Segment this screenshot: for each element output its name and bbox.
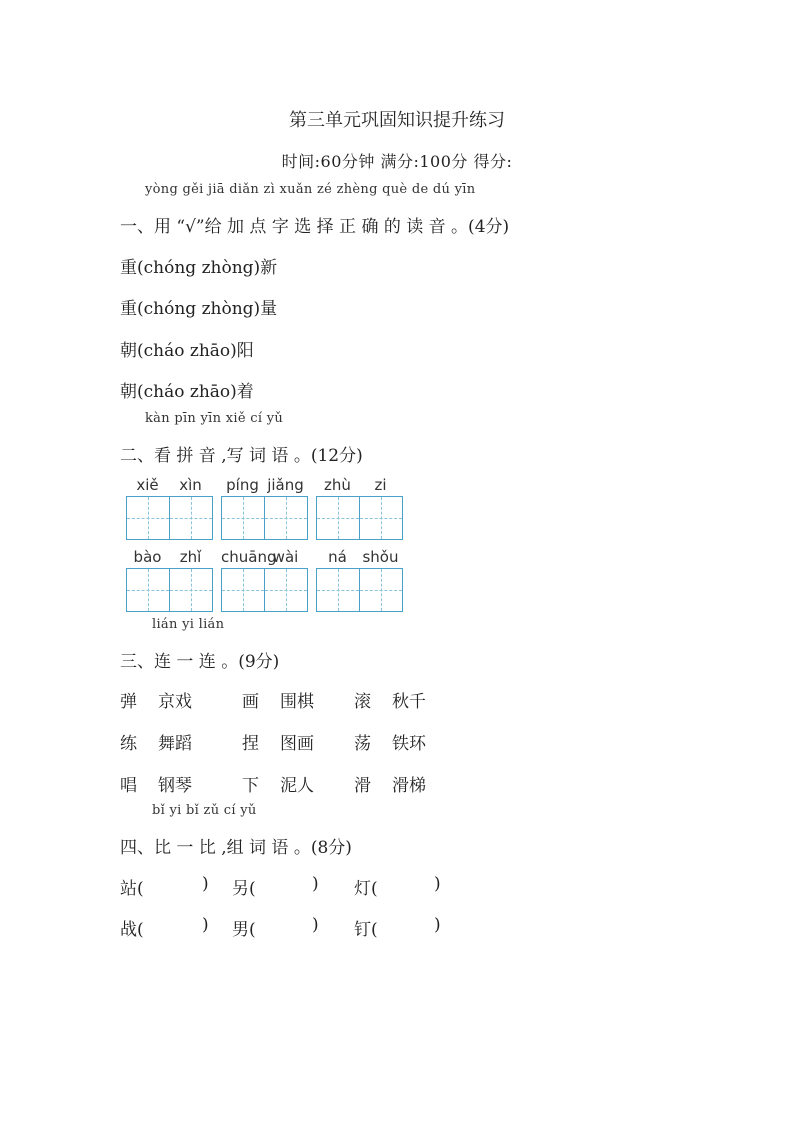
match-item[interactable]: 滑梯 xyxy=(392,776,426,796)
section1-item: 朝(cháo zhāo)着 xyxy=(120,382,254,402)
word-grid xyxy=(126,476,213,540)
match-item[interactable]: 钢琴 xyxy=(158,776,192,796)
writing-box[interactable] xyxy=(317,569,360,611)
grid-pinyin: xìn xyxy=(179,476,202,494)
grid-pinyin: shǒu xyxy=(362,548,399,566)
match-item[interactable]: 泥人 xyxy=(280,776,314,796)
writing-box[interactable] xyxy=(222,569,265,611)
match-item[interactable]: 弹 xyxy=(120,692,137,712)
match-item[interactable]: 捏 xyxy=(242,734,259,754)
match-item[interactable]: 滚 xyxy=(354,692,371,712)
match-row xyxy=(120,771,426,796)
match-item[interactable]: 练 xyxy=(120,734,137,754)
section1-item: 重(chóng zhòng)新 xyxy=(120,258,278,278)
grid-pinyin: zi xyxy=(374,476,387,494)
word-grid xyxy=(221,548,308,612)
compose-char: 钉( xyxy=(354,920,378,940)
compose-row xyxy=(120,915,441,940)
grid-pinyin: píng xyxy=(226,476,259,494)
compose-char: 男( xyxy=(232,920,256,940)
match-item[interactable]: 荡 xyxy=(354,734,371,754)
section1-heading: 一、用 “√”给 加 点 字 选 择 正 确 的 读 音 。(4分) xyxy=(120,217,510,237)
compose-char: 灯( xyxy=(354,879,378,899)
match-row xyxy=(120,729,426,754)
compose-close: ) xyxy=(434,915,441,935)
match-item[interactable]: 京戏 xyxy=(158,692,192,712)
match-item[interactable]: 画 xyxy=(242,692,259,712)
section2-heading: 二、看 拼 音 ,写 词 语 。(12分) xyxy=(120,446,363,466)
match-item[interactable]: 图画 xyxy=(280,734,314,754)
compose-char: 另( xyxy=(232,879,256,899)
section3-pinyin: lián yi lián xyxy=(152,617,225,632)
grid-pinyin: ná xyxy=(328,548,347,566)
section4-heading: 四、比 一 比 ,组 词 语 。(8分) xyxy=(120,838,352,858)
compose-char: 战( xyxy=(120,920,144,940)
compose-row xyxy=(120,874,441,899)
page-title: 第三单元巩固知识提升练习 xyxy=(289,110,505,131)
compose-close: ) xyxy=(202,915,209,935)
writing-box[interactable] xyxy=(170,569,212,611)
match-item[interactable]: 铁环 xyxy=(392,734,426,754)
writing-box[interactable] xyxy=(222,497,265,539)
grid-pinyin: chuāng xyxy=(221,548,277,566)
compose-close: ) xyxy=(312,874,319,894)
writing-grid-row xyxy=(126,476,403,540)
word-grid xyxy=(316,476,403,540)
section4-pinyin: bǐ yi bǐ zǔ cí yǔ xyxy=(152,803,257,818)
grid-pinyin: zhù xyxy=(324,476,351,494)
compose-char: 站( xyxy=(120,879,144,899)
writing-box[interactable] xyxy=(170,497,212,539)
writing-grid-row xyxy=(126,548,403,612)
match-item[interactable]: 围棋 xyxy=(280,692,314,712)
section1-item: 朝(cháo zhāo)阳 xyxy=(120,341,254,361)
compose-close: ) xyxy=(312,915,319,935)
word-grid xyxy=(126,548,213,612)
section1-item: 重(chóng zhòng)量 xyxy=(120,299,278,319)
writing-box[interactable] xyxy=(360,569,402,611)
writing-box[interactable] xyxy=(317,497,360,539)
grid-pinyin: zhǐ xyxy=(179,548,202,566)
grid-pinyin: jiǎng xyxy=(267,476,304,494)
word-grid xyxy=(316,548,403,612)
section3-heading: 三、连 一 连 。(9分) xyxy=(120,652,280,672)
compose-close: ) xyxy=(202,874,209,894)
writing-box[interactable] xyxy=(360,497,402,539)
writing-box[interactable] xyxy=(127,497,170,539)
match-row xyxy=(120,687,426,712)
match-item[interactable]: 下 xyxy=(242,776,259,796)
section2-pinyin: kàn pīn yīn xiě cí yǔ xyxy=(145,411,284,426)
compose-close: ) xyxy=(434,874,441,894)
writing-box[interactable] xyxy=(265,497,307,539)
match-item[interactable]: 秋千 xyxy=(392,692,426,712)
grid-pinyin: bào xyxy=(133,548,162,566)
word-grid xyxy=(221,476,308,540)
exam-meta: 时间:60分钟 满分:100分 得分: xyxy=(281,152,513,171)
match-item[interactable]: 滑 xyxy=(354,776,371,796)
grid-pinyin: wài xyxy=(272,548,299,566)
match-item[interactable]: 舞蹈 xyxy=(158,734,192,754)
match-item[interactable]: 唱 xyxy=(120,776,137,796)
writing-box[interactable] xyxy=(127,569,170,611)
grid-pinyin: xiě xyxy=(136,476,159,494)
writing-box[interactable] xyxy=(265,569,307,611)
section1-pinyin: yòng gěi jiā diǎn zì xuǎn zé zhèng què de dú yīn xyxy=(145,182,476,197)
